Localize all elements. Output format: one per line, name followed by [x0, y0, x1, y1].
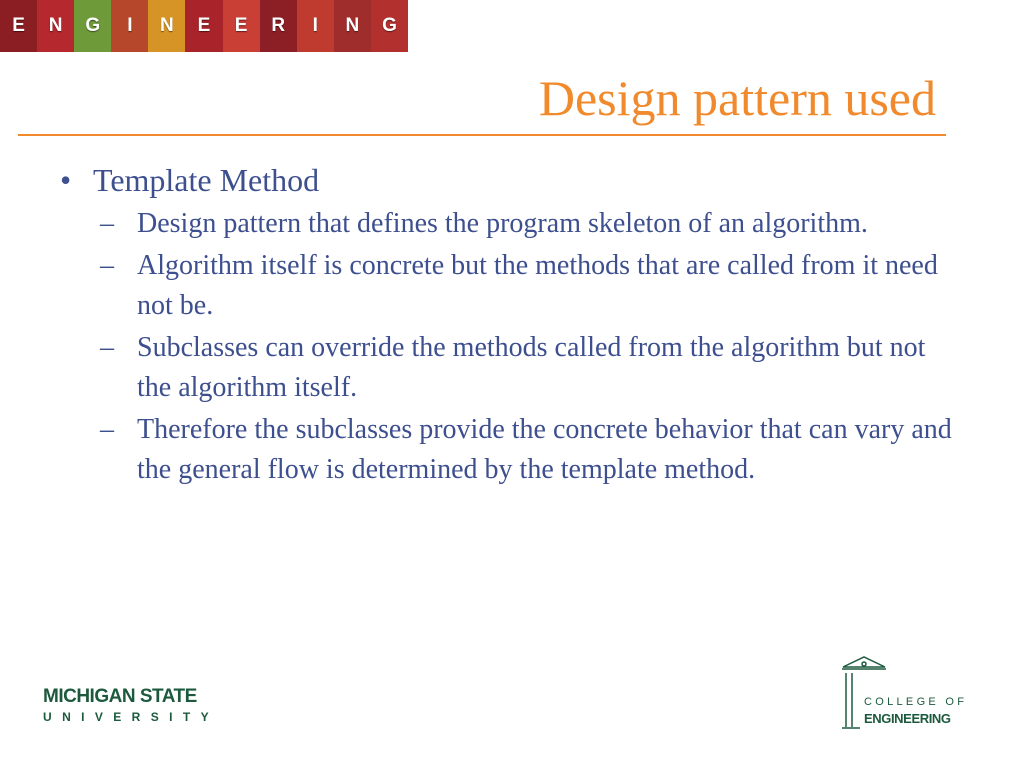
bullet-item	[60, 160, 960, 200]
msu-logo-line2: UNIVERSITY	[43, 710, 220, 724]
coe-logo-line2: ENGINEERING	[864, 711, 951, 726]
msu-logo	[43, 687, 223, 731]
banner-letter: N	[334, 0, 371, 52]
college-of-engineering-logo	[840, 655, 970, 730]
banner-letter: E	[185, 0, 222, 52]
sub-bullet-text: Subclasses can override the methods called from the algorithm but not the algorithm itself.	[137, 332, 926, 403]
title-divider	[18, 134, 946, 136]
sub-bullet-list	[100, 204, 960, 490]
bullet-text: Template Method	[93, 162, 320, 198]
banner-letter: I	[297, 0, 334, 52]
coe-logo-line1: COLLEGE OF	[864, 696, 968, 708]
sub-bullet-marker: –	[100, 208, 114, 239]
bullet-marker: •	[60, 162, 72, 198]
banner-letter: N	[148, 0, 185, 52]
banner-letter: G	[371, 0, 408, 52]
banner-letter: E	[0, 0, 37, 52]
banner-letter: N	[37, 0, 74, 52]
sub-bullet-marker: –	[100, 332, 114, 363]
slide-body	[60, 160, 960, 492]
sub-bullet-item	[100, 246, 960, 326]
banner-letter: I	[111, 0, 148, 52]
sub-bullet-text: Therefore the subclasses provide the concrete behavior that can vary and the general flow is determined by the template method.	[137, 414, 952, 485]
banner-letter: R	[260, 0, 297, 52]
slide-title: Design pattern used	[538, 70, 936, 126]
sub-bullet-marker: –	[100, 414, 114, 445]
banner-letter: E	[223, 0, 260, 52]
msu-logo-line1: MICHIGAN STATE	[43, 686, 197, 707]
sub-bullet-text: Design pattern that defines the program skeleton of an algorithm.	[137, 208, 868, 239]
sub-bullet-item	[100, 410, 960, 490]
sub-bullet-item	[100, 204, 960, 244]
banner-letter: G	[74, 0, 111, 52]
sub-bullet-marker: –	[100, 250, 114, 281]
sub-bullet-text: Algorithm itself is concrete but the methods that are called from it need not be.	[137, 250, 938, 321]
sub-bullet-item	[100, 328, 960, 408]
engineering-banner	[0, 0, 408, 52]
